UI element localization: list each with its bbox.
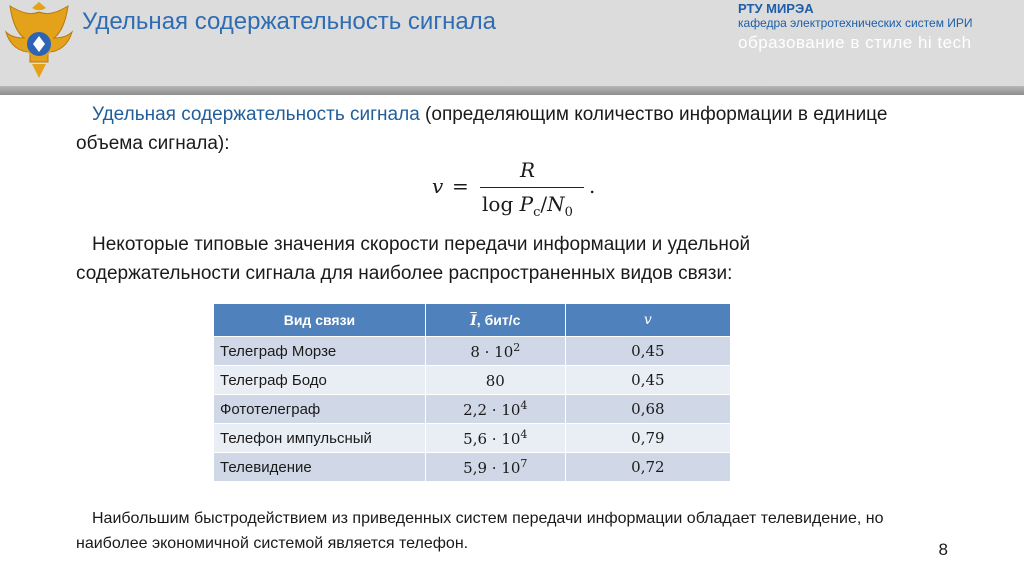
header-rate-symbol: $\overline{I}$ <box>470 312 477 329</box>
page-number: 8 <box>938 540 948 559</box>
cell-type: Телевидение <box>214 453 426 482</box>
rate-exponent: 4 <box>520 428 528 441</box>
cell-v: 0,45 <box>565 366 730 395</box>
cell-type: Фототелеграф <box>214 395 426 424</box>
paragraph-3: Наибольшим быстродействием из приведенных систем передачи информации обладает телевидение, но наиболее экономичной системой является телефон. <box>76 510 884 552</box>
brand-department: кафедра электротехнических систем ИРИ <box>738 16 973 30</box>
formula-p: P <box>519 192 534 216</box>
cell-rate <box>425 337 565 366</box>
cell-rate <box>425 424 565 453</box>
formula-denominator <box>482 192 573 220</box>
formula-n-sub: 0 <box>564 205 573 220</box>
formula <box>432 160 632 220</box>
page-title: Удельная содержательность сигнала <box>82 8 497 35</box>
header-rate-unit: , бит/с <box>476 311 521 328</box>
cell-type: Телефон импульсный <box>214 424 426 453</box>
rate-mantissa: 2,2 · 10 <box>463 401 521 419</box>
header-v: v <box>565 304 730 337</box>
cell-rate <box>425 453 565 482</box>
table-header-row <box>214 304 731 337</box>
eagle-emblem-icon <box>2 2 76 84</box>
rate-mantissa: 5,9 · 10 <box>463 459 521 477</box>
table-row <box>214 395 731 424</box>
cell-rate <box>425 366 565 395</box>
rate-exponent: 4 <box>520 399 528 412</box>
intro-paragraph <box>76 100 916 158</box>
cell-type: Телеграф Бодо <box>214 366 426 395</box>
table-row <box>214 337 731 366</box>
fraction-bar <box>480 187 584 188</box>
formula-n: N <box>547 192 565 216</box>
header-comm-type: Вид связи <box>214 304 426 337</box>
rate-exponent: 7 <box>520 457 528 470</box>
cell-v: 0,45 <box>565 337 730 366</box>
cell-v: 0,79 <box>565 424 730 453</box>
brand-block <box>738 2 1008 54</box>
paragraph-2: Некоторые типовые значения скорости передачи информации и удельной содержательности сигнала для наиболее распространенных видов связи: <box>76 234 751 284</box>
cell-v: 0,68 <box>565 395 730 424</box>
header-divider <box>0 86 1024 95</box>
cell-type: Телеграф Морзе <box>214 337 426 366</box>
header <box>0 0 1024 86</box>
formula-equals: = <box>452 174 469 198</box>
formula-slash: / <box>540 192 548 216</box>
cell-v: 0,72 <box>565 453 730 482</box>
formula-period: . <box>589 174 596 198</box>
formula-log: log <box>482 192 520 216</box>
header-rate <box>425 304 565 337</box>
formula-lhs: v <box>432 174 444 198</box>
paragraph-1 <box>76 100 916 158</box>
cell-rate <box>425 395 565 424</box>
rate-mantissa: 80 <box>485 372 505 390</box>
brand-name: РТУ МИРЭА <box>738 1 814 16</box>
table-row <box>214 424 731 453</box>
comm-types-table <box>213 303 731 482</box>
paragraph-1-text: (определяющим количество информации в единице объема сигнала): <box>76 104 888 154</box>
formula-p-sub: с <box>533 205 541 220</box>
table-row <box>214 453 731 482</box>
brand-slogan: образование в стиле hi tech <box>738 33 972 52</box>
formula-numerator: R <box>520 158 536 182</box>
rate-exponent: 2 <box>513 341 521 354</box>
table-row <box>214 366 731 395</box>
rate-mantissa: 5,6 · 10 <box>463 430 521 448</box>
term-highlight: Удельная содержательность сигнала <box>92 104 420 125</box>
rate-mantissa: 8 · 10 <box>470 343 514 361</box>
